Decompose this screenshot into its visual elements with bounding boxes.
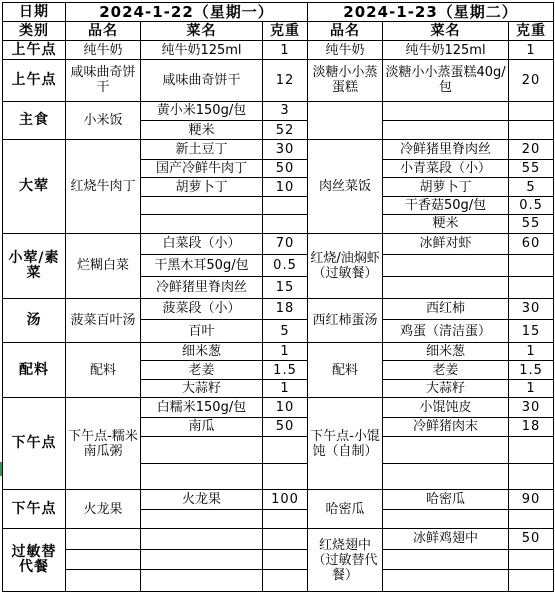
day1-dish: 小米饭 (66, 101, 141, 140)
day2-item: 冷鲜猪肉末 (383, 417, 509, 436)
day2-item: 大蒜籽 (383, 379, 509, 397)
day2-item: 小青菜段（小） (383, 159, 509, 177)
day1-weight: 1 (263, 342, 308, 360)
day1-weight: 100 (263, 490, 308, 509)
day2-weight (509, 121, 554, 140)
day1-item: 百叶 (141, 320, 263, 343)
day1-item: 火龙果 (141, 490, 263, 509)
day1-item: 菠菜段（小） (141, 298, 263, 320)
day2-item: 哈密瓜 (383, 490, 509, 509)
day1-weight: 10 (263, 398, 308, 417)
day2-dish: 哈密瓜 (308, 490, 383, 529)
day1-item (141, 464, 263, 490)
table-row (3, 529, 554, 550)
category-cell: 主食 (3, 101, 66, 140)
day2-item (383, 101, 509, 120)
day2-item (383, 437, 509, 464)
category-cell: 下午点 (3, 490, 66, 529)
day1-item: 细米葱 (141, 342, 263, 360)
day1-item: 干黑木耳50g/包 (141, 255, 263, 277)
category-cell: 下午点 (3, 398, 66, 490)
day1-dish: 火龙果 (66, 490, 141, 529)
day1-weight: 30 (263, 140, 308, 159)
day2-weight: 15 (509, 320, 554, 343)
day2-weight: 1 (509, 379, 554, 397)
day2-item: 冰鲜鸡翅中 (383, 529, 509, 550)
category-label: 类别 (3, 22, 66, 40)
day1-dish: 菠菜百叶汤 (66, 298, 141, 342)
day1-item (141, 215, 263, 233)
day2-weight (509, 549, 554, 570)
day1-item (141, 549, 263, 570)
day1-weight: 0.5 (263, 255, 308, 277)
day2-item: 干香菇50g/包 (383, 196, 509, 214)
category-cell: 小荤/素菜 (3, 233, 66, 298)
day1-weight (263, 570, 308, 592)
day1-dish: 红烧牛肉丁 (66, 140, 141, 233)
day2-weight: 90 (509, 490, 554, 509)
day1-item: 新土豆丁 (141, 140, 263, 159)
day2-weight: 50 (509, 529, 554, 550)
day2-item-header: 菜名 (383, 22, 509, 40)
category-cell: 配料 (3, 342, 66, 397)
table-row (3, 60, 554, 101)
day2-weight: 60 (509, 233, 554, 255)
day1-item: 冷鲜猪里脊肉丝 (141, 276, 263, 298)
day1-dish: 咸味曲奇饼干 (66, 60, 141, 101)
day2-item: 细米葱 (383, 342, 509, 360)
day1-item (141, 509, 263, 528)
day1-dish: 烂糊白菜 (66, 233, 141, 298)
day1-weight: 1 (263, 40, 308, 59)
day2-item: 粳米 (383, 215, 509, 233)
category-cell: 上午点 (3, 40, 66, 59)
table-row (3, 549, 554, 570)
day1-dish (66, 549, 141, 570)
day2-weight: 30 (509, 298, 554, 320)
day2-weight: 18 (509, 417, 554, 436)
day1-weight-header: 克重 (263, 22, 308, 40)
day1-weight: 50 (263, 417, 308, 436)
day1-item-header: 菜名 (141, 22, 263, 40)
day2-date: 2024-1-23（星期二） (308, 3, 554, 22)
day1-item: 胡萝卜丁 (141, 178, 263, 196)
day2-weight: 30 (509, 398, 554, 417)
day1-weight: 52 (263, 121, 308, 140)
day2-item: 小馄饨皮 (383, 398, 509, 417)
day1-weight (263, 196, 308, 214)
day1-weight: 10 (263, 178, 308, 196)
table-row (3, 233, 554, 255)
day2-dish: 肉丝菜饭 (308, 140, 383, 233)
day1-weight: 15 (263, 276, 308, 298)
day2-item: 鸡蛋（清洁蛋） (383, 320, 509, 343)
day2-weight (509, 255, 554, 277)
day2-dish: 淡糖小小蒸蛋糕 (308, 60, 383, 101)
table-row (3, 342, 554, 360)
category-cell: 过敏替代餐 (3, 529, 66, 592)
day2-weight: 55 (509, 159, 554, 177)
day1-dish: 纯牛奶 (66, 40, 141, 59)
day2-weight: 20 (509, 60, 554, 101)
day2-item: 胡萝卜丁 (383, 178, 509, 196)
day2-item (383, 509, 509, 528)
day1-weight: 3 (263, 101, 308, 120)
day1-weight (263, 509, 308, 528)
day1-item: 南瓜 (141, 417, 263, 436)
day2-weight (509, 276, 554, 298)
day1-item: 老姜 (141, 361, 263, 379)
category-cell: 大荤 (3, 140, 66, 233)
day2-weight: 0.5 (509, 196, 554, 214)
day2-weight: 5 (509, 178, 554, 196)
day1-item (141, 196, 263, 214)
day1-weight (263, 437, 308, 464)
day1-weight (263, 464, 308, 490)
day2-dish: 下午点-小馄饨（自制） (308, 398, 383, 490)
menu-table (2, 2, 554, 592)
day1-item: 国产冷鲜牛肉丁 (141, 159, 263, 177)
day2-item: 淡糖小小蒸蛋糕40g/包 (383, 60, 509, 101)
day1-weight: 70 (263, 233, 308, 255)
day2-dish: 纯牛奶 (308, 40, 383, 59)
day1-dish (66, 570, 141, 592)
day1-item (141, 437, 263, 464)
table-row (3, 398, 554, 417)
day2-item: 老姜 (383, 361, 509, 379)
day2-weight-header: 克重 (509, 22, 554, 40)
day1-item: 粳米 (141, 121, 263, 140)
day2-item (383, 570, 509, 592)
date-label: 日期 (3, 3, 66, 22)
day2-item (383, 464, 509, 490)
day1-weight: 1 (263, 379, 308, 397)
day1-weight: 50 (263, 159, 308, 177)
day1-weight (263, 549, 308, 570)
day1-weight (263, 529, 308, 550)
day2-item (383, 549, 509, 570)
day2-weight (509, 570, 554, 592)
day2-weight: 1 (509, 342, 554, 360)
day2-weight: 1.5 (509, 361, 554, 379)
day2-item: 冰鲜对虾 (383, 233, 509, 255)
day2-item (383, 121, 509, 140)
day2-dish: 红烧翅中（过敏替代餐） (308, 529, 383, 592)
day1-item (141, 570, 263, 592)
day2-dish: 西红柿蛋汤 (308, 298, 383, 342)
day1-dish (66, 529, 141, 550)
day1-item: 黄小米150g/包 (141, 101, 263, 120)
day1-dish: 下午点-糯米南瓜粥 (66, 398, 141, 490)
header-column-row (3, 22, 554, 40)
day2-item (383, 276, 509, 298)
day2-item: 西红柿 (383, 298, 509, 320)
day2-weight: 20 (509, 140, 554, 159)
table-row (3, 140, 554, 159)
day2-dish: 配料 (308, 342, 383, 397)
day1-item (141, 529, 263, 550)
day2-dish (308, 101, 383, 140)
day1-date: 2024-1-22（星期一） (66, 3, 308, 22)
day2-dish-header: 品名 (308, 22, 383, 40)
day2-dish: 红烧/油焖虾（过敏餐） (308, 233, 383, 298)
day1-item: 大蒜籽 (141, 379, 263, 397)
day2-weight: 55 (509, 215, 554, 233)
day1-dish-header: 品名 (66, 22, 141, 40)
day2-weight (509, 509, 554, 528)
table-row (3, 40, 554, 59)
day1-weight: 5 (263, 320, 308, 343)
day1-weight: 18 (263, 298, 308, 320)
day1-item: 白菜段（小） (141, 233, 263, 255)
day1-item: 咸味曲奇饼干 (141, 60, 263, 101)
day2-item: 冷鲜猪里脊肉丝 (383, 140, 509, 159)
day1-item: 纯牛奶125ml (141, 40, 263, 59)
header-date-row (3, 3, 554, 22)
day1-weight (263, 215, 308, 233)
day2-weight (509, 101, 554, 120)
day1-dish: 配料 (66, 342, 141, 397)
day2-item: 纯牛奶125ml (383, 40, 509, 59)
day1-weight: 12 (263, 60, 308, 101)
day2-item (383, 255, 509, 277)
day2-weight (509, 437, 554, 464)
table-row (3, 490, 554, 509)
day2-weight: 1 (509, 40, 554, 59)
category-cell: 上午点 (3, 60, 66, 101)
table-row (3, 101, 554, 120)
day1-weight: 1.5 (263, 361, 308, 379)
day2-weight (509, 464, 554, 490)
day1-item: 白糯米150g/包 (141, 398, 263, 417)
table-row (3, 570, 554, 592)
table-row (3, 298, 554, 320)
category-cell: 汤 (3, 298, 66, 342)
